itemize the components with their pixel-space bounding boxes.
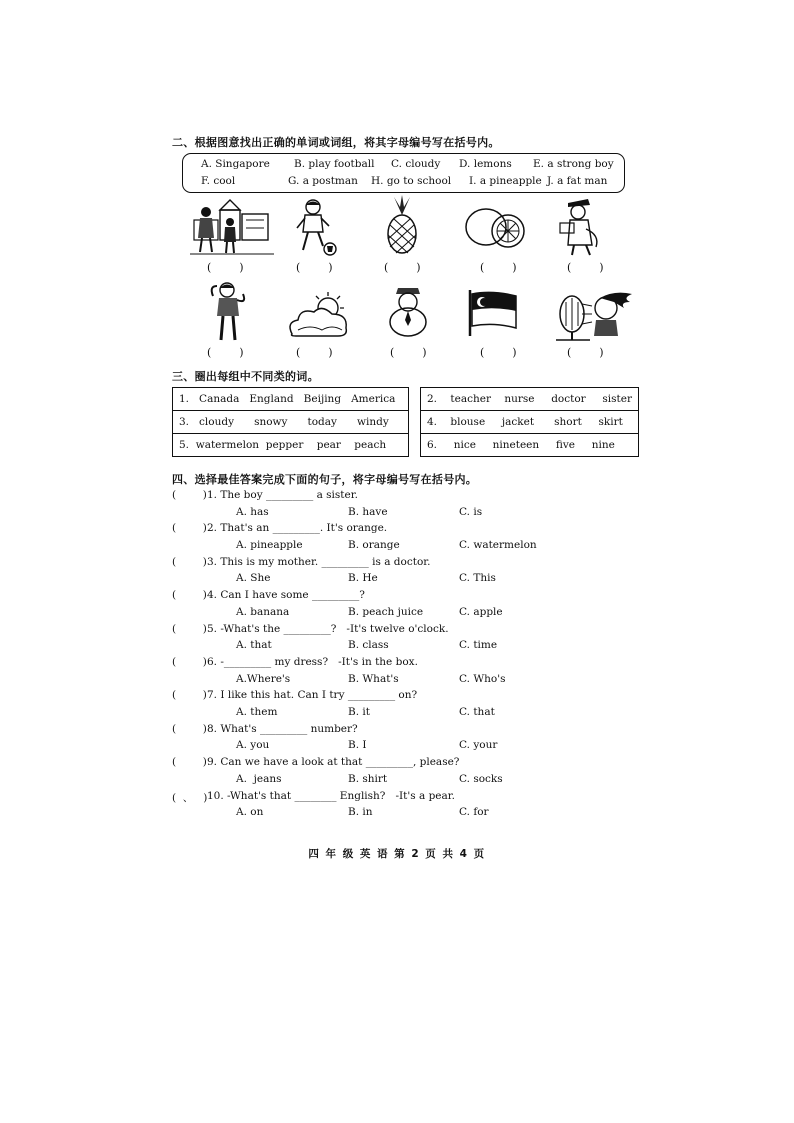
group-word[interactable]: five	[555, 439, 576, 451]
answer-bracket[interactable]: ( )	[172, 489, 207, 501]
word-group-cell	[173, 434, 409, 457]
answer-bracket[interactable]: ( )	[172, 756, 207, 769]
word-group-cell	[173, 388, 409, 411]
group-word[interactable]: today	[307, 416, 337, 428]
strong-boy-picture	[207, 282, 249, 344]
group-word[interactable]: jacket	[501, 416, 535, 428]
answer-bracket[interactable]: ( )	[172, 689, 207, 702]
word-group-cell	[421, 388, 639, 411]
group-word[interactable]: nice	[453, 439, 476, 451]
answer-bracket[interactable]: ( )	[480, 261, 517, 274]
football-boy-picture	[293, 198, 339, 258]
answer-option[interactable]: B. orange	[348, 538, 400, 551]
answer-option[interactable]: B. have	[348, 505, 388, 518]
answer-bracket[interactable]: ( )	[207, 346, 244, 359]
group-number: 2.	[427, 393, 438, 405]
question-text: 10. -What's that ________ English? -It's a pear.	[207, 789, 455, 802]
question-text: 1. The boy _________ a sister.	[207, 489, 358, 501]
answer-bracket[interactable]: ( 、 )	[172, 791, 208, 804]
school-children-picture	[190, 198, 274, 256]
fat-man-picture	[386, 286, 430, 338]
answer-bracket[interactable]: ( )	[480, 346, 517, 359]
question-text: 9. Can we have a look at that _________, please?	[207, 756, 460, 769]
group-word[interactable]: pepper	[265, 439, 304, 451]
answer-option[interactable]: B. class	[348, 639, 389, 652]
group-word[interactable]: America	[351, 393, 396, 405]
word-group-table-right	[420, 387, 639, 457]
group-word[interactable]: pear	[316, 439, 341, 451]
answer-option[interactable]: C. for	[459, 806, 489, 819]
word-option: B. play football	[294, 158, 375, 170]
pineapple-picture	[384, 195, 420, 255]
section-3-title: 三、圈出每组中不同类的词。	[172, 370, 319, 383]
word-option: F. cool	[201, 175, 236, 187]
word-option: A. Singapore	[201, 158, 270, 170]
group-number: 5.	[179, 439, 190, 451]
answer-option[interactable]: C. is	[459, 505, 483, 518]
answer-option[interactable]: C. that	[459, 705, 495, 718]
cloudy-picture	[286, 290, 352, 340]
group-word[interactable]: doctor	[551, 393, 586, 405]
answer-option[interactable]: C. Who's	[459, 672, 506, 685]
question-text: 6. -_________ my dress? -It's in the box.	[207, 656, 418, 668]
answer-option[interactable]: C. apple	[459, 605, 503, 618]
group-word[interactable]: short	[554, 416, 582, 428]
word-group-row	[173, 411, 409, 434]
answer-option[interactable]: C. time	[459, 639, 498, 652]
section-4-title: 四、选择最佳答案完成下面的句子，将字母编号写在括号内。	[172, 473, 478, 486]
question-text: 8. What's _________ number?	[207, 722, 358, 735]
question-text: 5. -What's the _________? -It's twelve o'clock.	[207, 622, 449, 635]
group-word[interactable]: sister	[602, 393, 632, 405]
group-number: 6.	[427, 439, 438, 451]
postman-picture	[556, 195, 606, 257]
group-word[interactable]: snowy	[254, 416, 288, 428]
group-word[interactable]: nine	[591, 439, 615, 451]
answer-option[interactable]: C. socks	[459, 772, 503, 785]
answer-bracket[interactable]: ( )	[172, 722, 207, 735]
answer-option[interactable]: A. them	[236, 705, 278, 718]
answer-option[interactable]: B. it	[348, 705, 370, 718]
answer-option[interactable]: B. I	[348, 739, 367, 752]
group-number: 3.	[179, 416, 190, 428]
question-text: 7. I like this hat. Can I try _________ on?	[207, 689, 418, 702]
group-word[interactable]: Beijing	[303, 393, 342, 405]
word-group-row	[421, 434, 639, 457]
word-option: I. a pineapple	[469, 175, 542, 187]
word-group-row	[421, 388, 639, 411]
word-group-row	[173, 434, 409, 457]
answer-option[interactable]: B. peach juice	[348, 605, 424, 618]
answer-bracket[interactable]: ( )	[172, 622, 207, 635]
answer-bracket[interactable]: ( )	[172, 656, 207, 668]
word-group-cell	[421, 434, 639, 457]
answer-bracket[interactable]: ( )	[172, 555, 207, 568]
word-group-row	[173, 388, 409, 411]
answer-bracket[interactable]: ( )	[296, 346, 333, 359]
answer-option[interactable]: C. watermelon	[459, 538, 537, 551]
word-group-table-left	[172, 387, 409, 457]
group-word[interactable]: windy	[357, 416, 389, 428]
answer-option[interactable]: B. He	[348, 572, 378, 585]
question-text: 4. Can I have some _________?	[207, 589, 365, 602]
answer-option[interactable]: C. your	[459, 739, 498, 752]
answer-option[interactable]: A. on	[236, 806, 264, 819]
group-word[interactable]: watermelon	[195, 439, 260, 451]
answer-bracket[interactable]: ( )	[172, 589, 207, 602]
group-word[interactable]: Canada	[199, 393, 240, 405]
word-bank-box	[182, 153, 625, 193]
word-option: H. go to school	[371, 175, 452, 187]
word-group-cell	[421, 411, 639, 434]
lemons-picture	[464, 205, 526, 251]
word-option: J. a fat man	[547, 175, 608, 187]
question-text: 3. This is my mother. _________ is a doctor.	[207, 555, 431, 568]
answer-option[interactable]: A. pineapple	[236, 538, 303, 551]
answer-option[interactable]: A. banana	[236, 605, 290, 618]
group-number: 1.	[179, 393, 190, 405]
page-footer: 四 年 级 英 语 第 2 页 共 4 页	[308, 848, 486, 860]
answer-option[interactable]: B. What's	[348, 672, 399, 685]
group-word[interactable]: peach	[354, 439, 387, 451]
answer-option[interactable]: A. has	[236, 505, 269, 518]
answer-bracket[interactable]: ( )	[296, 261, 333, 274]
answer-option[interactable]: A.Where's	[236, 672, 291, 685]
answer-bracket[interactable]: ( )	[567, 261, 604, 274]
group-word[interactable]: cloudy	[199, 416, 235, 428]
group-word[interactable]: England	[249, 393, 294, 405]
fan-girl-picture	[552, 284, 636, 342]
group-word[interactable]: teacher	[450, 393, 491, 405]
answer-option[interactable]: A. She	[236, 572, 271, 585]
word-group-cell	[173, 411, 409, 434]
word-option: G. a postman	[288, 175, 358, 187]
answer-option[interactable]: A. you	[236, 739, 270, 752]
group-word[interactable]: blouse	[450, 416, 486, 428]
answer-option[interactable]: C. This	[459, 572, 496, 585]
answer-bracket[interactable]: ( )	[384, 261, 421, 274]
group-word[interactable]: nurse	[504, 393, 535, 405]
answer-option[interactable]: A. jeans	[236, 772, 282, 785]
word-option: C. cloudy	[391, 158, 441, 170]
word-option: E. a strong boy	[533, 158, 614, 170]
answer-bracket[interactable]: ( )	[172, 522, 207, 535]
singapore-flag-picture	[466, 290, 520, 336]
question-text: 2. That's an _________. It's orange.	[207, 522, 388, 535]
group-word[interactable]: nineteen	[492, 439, 540, 451]
answer-option[interactable]: A. that	[236, 639, 272, 652]
answer-bracket[interactable]: ( )	[390, 346, 427, 359]
answer-bracket[interactable]: ( )	[567, 346, 604, 359]
group-word[interactable]: skirt	[598, 416, 623, 428]
word-option: D. lemons	[459, 158, 512, 170]
answer-bracket[interactable]: ( )	[207, 261, 244, 274]
word-group-row	[421, 411, 639, 434]
group-number: 4.	[427, 416, 438, 428]
answer-option[interactable]: B. shirt	[348, 772, 388, 785]
answer-option[interactable]: B. in	[348, 806, 373, 819]
section-2-title: 二、根据图意找出正确的单词或词组，将其字母编号写在括号内。	[172, 136, 500, 149]
